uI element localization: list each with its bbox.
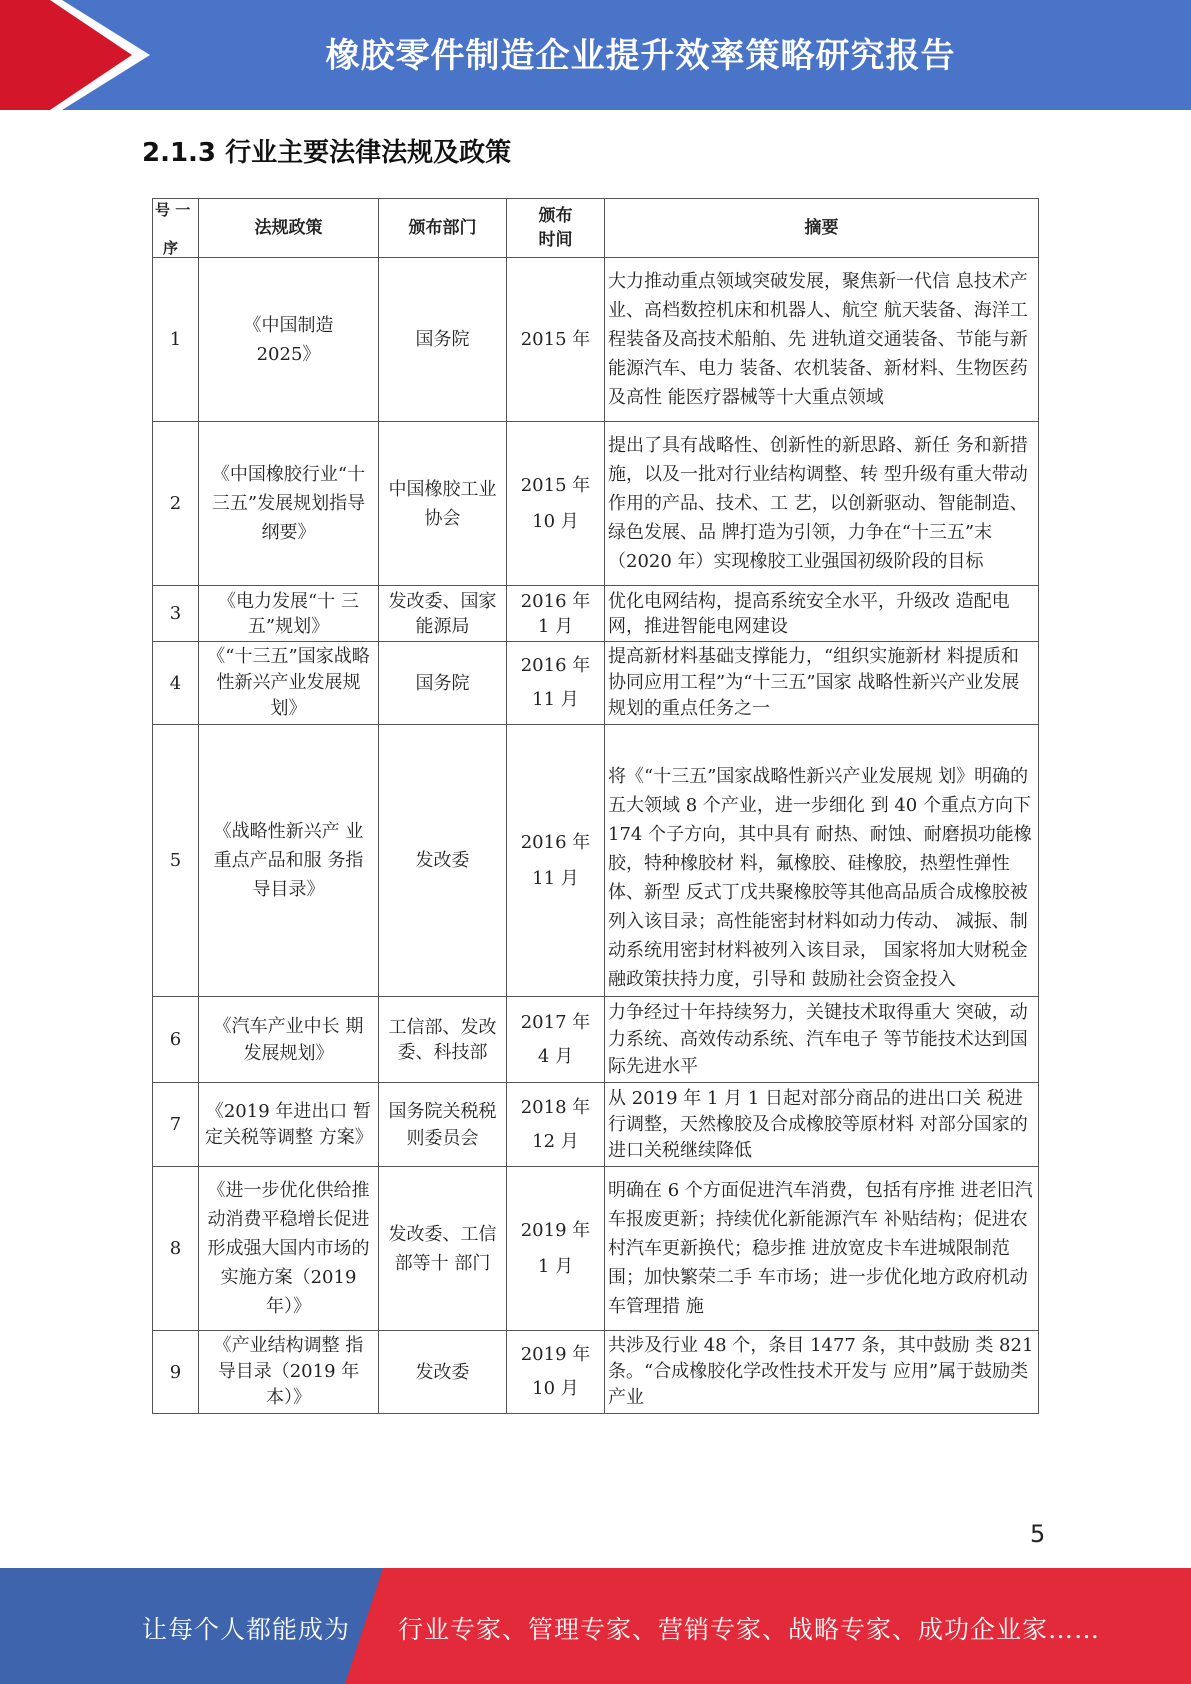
row-summary: 从 2019 年 1 月 1 日起对部分商品的进出口关 税进行调整，天然橡胶及合成橡胶等原材料 对部分国家的进口关税继续降低 bbox=[605, 1083, 1039, 1167]
row-number: 4 bbox=[153, 642, 199, 725]
row-date: 2015 年 10 月 bbox=[507, 422, 605, 586]
column-header-summary: 摘要 bbox=[605, 199, 1039, 258]
row-date: 2018 年 12 月 bbox=[507, 1083, 605, 1167]
row-number: 7 bbox=[153, 1083, 199, 1167]
row-policy: 《战略性新兴产 业重点产品和服 务指导目录》 bbox=[199, 725, 379, 997]
row-date: 2016 年 1 月 bbox=[507, 586, 605, 642]
column-header-no-bottom: 序 bbox=[163, 239, 179, 257]
row-summary: 提出了具有战略性、创新性的新思路、新任 务和新措施，以及一批对行业结构调整、转 型升级有重大带动作用的产品、技术、工 艺，以创新驱动、智能制造、绿色发展、品 牌打造为引领，力争在“十三五”末（2020 年）实现橡胶工业强国初级阶段的目标 bbox=[605, 422, 1039, 586]
table-row bbox=[153, 1167, 1039, 1331]
row-date: 2016 年 11 月 bbox=[507, 642, 605, 725]
row-policy: 《汽车产业中长 期发展规划》 bbox=[199, 997, 379, 1083]
table-row bbox=[153, 1083, 1039, 1167]
table-row bbox=[153, 586, 1039, 642]
footer-slogan-left: 让每个人都能成为 bbox=[142, 1615, 351, 1644]
row-summary: 力争经过十年持续努力，关键技术取得重大 突破，动力系统、高效传动系统、汽车电子 等节能技术达到国际先进水平 bbox=[605, 997, 1039, 1083]
row-summary: 提高新材料基础支撑能力，“组织实施新材 料提质和协同应用工程”为“十三五”国家 战略性新兴产业发展规划的重点任务之一 bbox=[605, 642, 1039, 725]
table-row bbox=[153, 1331, 1039, 1414]
column-header-no-top: 号 一 bbox=[155, 201, 191, 219]
row-policy: 《电力发展“十 三五”规划》 bbox=[199, 586, 379, 642]
row-dept: 发改委、工信部等十 部门 bbox=[379, 1167, 507, 1331]
row-date: 2015 年 bbox=[507, 258, 605, 422]
table-row bbox=[153, 725, 1039, 997]
row-number: 6 bbox=[153, 997, 199, 1083]
column-header-dept: 颁布部门 bbox=[379, 199, 507, 258]
row-dept: 发改委 bbox=[379, 725, 507, 997]
column-header-date: 颁布 时间 bbox=[507, 199, 605, 258]
row-policy: 《“十三五”国家战略性新兴产业发展规划》 bbox=[199, 642, 379, 725]
footer-slogan-right: 行业专家、管理专家、营销专家、战略专家、成功企业家…… bbox=[398, 1615, 1101, 1644]
row-date: 2017 年 4 月 bbox=[507, 997, 605, 1083]
row-policy: 《产业结构调整 指导目录（2019 年本）》 bbox=[199, 1331, 379, 1414]
row-date: 2019 年 1 月 bbox=[507, 1167, 605, 1331]
row-dept: 工信部、发改委、科技部 bbox=[379, 997, 507, 1083]
row-summary: 大力推动重点领域突破发展，聚焦新一代信 息技术产业、高档数控机床和机器人、航空 航天装备、海洋工程装备及高技术船舶、先 进轨道交通装备、节能与新能源汽车、电力 装备、农机装备、新材料、生物医药及高性 能医疗器械等十大重点领域 bbox=[605, 258, 1039, 422]
row-dept: 国务院关税税则委员会 bbox=[379, 1083, 507, 1167]
row-number: 3 bbox=[153, 586, 199, 642]
row-date: 2016 年 11 月 bbox=[507, 725, 605, 997]
column-header-no bbox=[153, 199, 199, 258]
row-number: 8 bbox=[153, 1167, 199, 1331]
table-row bbox=[153, 258, 1039, 422]
column-header-policy: 法规政策 bbox=[199, 199, 379, 258]
row-dept: 发改委 bbox=[379, 1331, 507, 1414]
row-policy: 《进一步优化供给推动消费平稳增长促进形成强大国内市场的实施方案（2019 年）》 bbox=[199, 1167, 379, 1331]
row-date: 2019 年 10 月 bbox=[507, 1331, 605, 1414]
row-summary: 明确在 6 个方面促进汽车消费，包括有序推 进老旧汽车报废更新；持续优化新能源汽车 补贴结构；促进农村汽车更新换代；稳步推 进放宽皮卡车进城限制范围；加快繁荣二手 车市场；进一步优化地方政府机动车管理措 施 bbox=[605, 1167, 1039, 1331]
row-summary: 将《“十三五”国家战略性新兴产业发展规 划》明确的五大领域 8 个产业，进一步细化 到 40 个重点方向下 174 个子方向，其中具有 耐热、耐蚀、耐磨损功能橡胶，特种橡胶材 料，氟橡胶、硅橡胶，热塑性弹性体、新型 反式丁戊共聚橡胶等其他高品质合成橡胶被 列入该目录；高性能密封材料如动力传动、 减振、制动系统用密封材料被列入该目录， 国家将加大财税金融政策扶持力度，引导和 鼓励社会资金投入 bbox=[605, 725, 1039, 997]
header-red-arrow bbox=[0, 0, 150, 110]
table-header-row bbox=[153, 199, 1039, 258]
row-dept: 发改委、国家能源局 bbox=[379, 586, 507, 642]
row-dept: 国务院 bbox=[379, 642, 507, 725]
section-title: 2.1.3 行业主要法律法规及政策 bbox=[142, 138, 512, 168]
table-row bbox=[153, 422, 1039, 586]
row-number: 9 bbox=[153, 1331, 199, 1414]
report-title: 橡胶零件制造企业提升效率策略研究报告 bbox=[325, 36, 956, 76]
table-row bbox=[153, 997, 1039, 1083]
policy-table bbox=[152, 198, 1039, 1414]
row-summary: 优化电网结构，提高系统安全水平，升级改 造配电网，推进智能电网建设 bbox=[605, 586, 1039, 642]
row-policy: 《中国橡胶行业“十三五”发展规划指导纲要》 bbox=[199, 422, 379, 586]
page-number: 5 bbox=[1030, 1520, 1046, 1548]
row-dept: 国务院 bbox=[379, 258, 507, 422]
row-dept: 中国橡胶工业协会 bbox=[379, 422, 507, 586]
row-number: 5 bbox=[153, 725, 199, 997]
row-summary: 共涉及行业 48 个，条目 1477 条，其中鼓励 类 821 条。“合成橡胶化学改性技术开发与 应用”属于鼓励类产业 bbox=[605, 1331, 1039, 1414]
row-number: 2 bbox=[153, 422, 199, 586]
row-policy: 《中国制造 2025》 bbox=[199, 258, 379, 422]
row-policy: 《2019 年进出口 暂定关税等调整 方案》 bbox=[199, 1083, 379, 1167]
table-row bbox=[153, 642, 1039, 725]
row-number: 1 bbox=[153, 258, 199, 422]
